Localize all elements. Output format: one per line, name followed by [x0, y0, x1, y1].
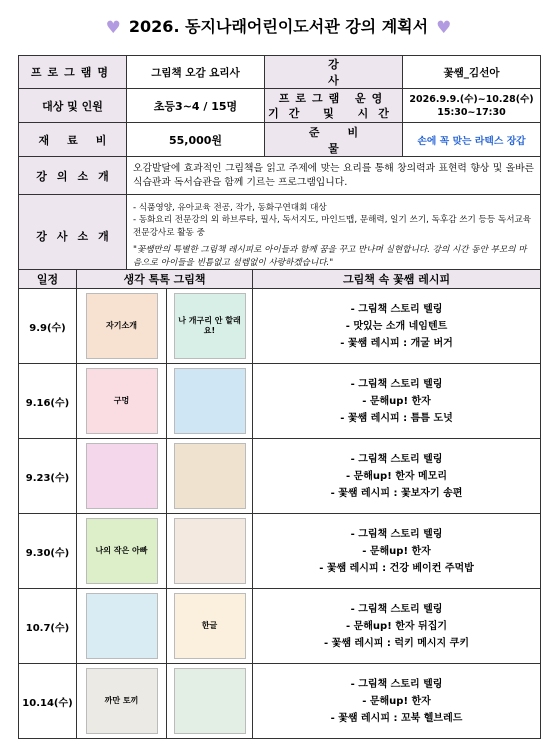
book-cover-image: 나의 작은 아빠 — [86, 518, 158, 584]
recipe-line: - 그림책 스토리 텔링 — [350, 528, 443, 540]
instructor-value: 꽃쌤_김선아 — [403, 56, 541, 89]
bio-label: 강사소개 — [19, 195, 127, 277]
book-cover-cell — [167, 514, 253, 589]
recipe-line: - 꽃쌤 레시피 : 럭키 메시지 쿠키 — [324, 637, 469, 649]
book-cover-image — [174, 443, 246, 509]
table-row — [19, 289, 541, 364]
header-books: 생각 톡톡 그림책 — [77, 270, 253, 289]
book-cover-image — [174, 368, 246, 434]
book-cover-image: 자기소개 — [86, 293, 158, 359]
table-row — [19, 664, 541, 739]
target-value: 초등3~4 / 15명 — [127, 89, 265, 123]
period-label: 프로그램 운영 기간 및 시간 — [265, 89, 403, 123]
header-date: 일정 — [19, 270, 77, 289]
recipe-line: - 문해up! 한자 — [362, 695, 431, 707]
book-cover-cell — [167, 589, 253, 664]
recipe-cell — [253, 439, 541, 514]
recipe-line: - 그림책 스토리 텔링 — [350, 453, 443, 465]
recipe-cell — [253, 514, 541, 589]
document-title: ♥ 2026. 동지나래어린이도서관 강의 계획서 ♥ — [105, 17, 452, 38]
instructor-label: 강사 — [265, 56, 403, 89]
fee-value: 55,000원 — [127, 123, 265, 157]
book-cover-cell — [77, 514, 167, 589]
recipe-line: - 문해up! 한자 뒤집기 — [345, 620, 448, 632]
book-cover-cell — [77, 664, 167, 739]
book-cover-cell — [167, 364, 253, 439]
table-row — [19, 439, 541, 514]
table-row — [19, 514, 541, 589]
recipe-line: - 그림책 스토리 텔링 — [350, 603, 443, 615]
book-cover-image: 나 개구리 안 할래요! — [174, 293, 246, 359]
info-table — [18, 55, 541, 277]
book-cover-image — [174, 518, 246, 584]
bio-text: - 식품영양, 유아교육 전공, 작가, 동화구연대회 대상 - 동화요리 전문강의 외 하브루타, 필사, 독서지도, 마인드맵, 문해력, 일기 쓰기, 독후감 쓰기 등등 독서교육 전문강사로 활동 중 "꽃쌤만의 특별한 그림책 레시피로 아이들과 함께 꿈을 꾸고 만나며 실현합니다. 강의 시간 동안 부모의 마음으로 아이들을 빈틈없고 설렘없이 사랑하겠습니다." — [127, 195, 541, 277]
session-date: 9.23(수) — [19, 439, 77, 514]
fee-label: 재료비 — [19, 123, 127, 157]
session-date: 9.30(수) — [19, 514, 77, 589]
heart-icon: ♥ — [436, 18, 452, 38]
session-date: 10.7(수) — [19, 589, 77, 664]
recipe-line: - 그림책 스토리 텔링 — [350, 678, 443, 690]
prep-value: 손에 꼭 맞는 라텍스 장갑 — [403, 123, 541, 157]
book-cover-cell — [77, 589, 167, 664]
schedule-table — [18, 269, 541, 739]
prep-label: 준비물 — [265, 123, 403, 157]
recipe-line: - 그림책 스토리 텔링 — [350, 303, 443, 315]
book-cover-image — [174, 668, 246, 734]
book-cover-cell — [167, 289, 253, 364]
program-value: 그림책 오감 요리사 — [127, 56, 265, 89]
book-cover-image — [86, 593, 158, 659]
recipe-line: - 문해up! 한자 메모리 — [345, 470, 448, 482]
session-date: 9.9(수) — [19, 289, 77, 364]
recipe-line: - 맛있는 소개 네임텐트 — [345, 320, 448, 332]
book-cover-cell — [167, 439, 253, 514]
book-cover-image: 까만 토끼 — [86, 668, 158, 734]
bio-quote: "꽃쌤만의 특별한 그림책 레시피로 아이들과 함께 꿈을 꾸고 만나며 실현합니다. 강의 시간 동안 부모의 마음으로 아이들을 빈틈없고 설렘없이 사랑하겠습니다." — [133, 245, 527, 268]
intro-label: 강의소개 — [19, 157, 127, 195]
recipe-line: - 꽃쌤 레시피 : 건강 베이컨 주먹밥 — [319, 562, 474, 574]
book-cover-image — [86, 443, 158, 509]
book-cover-image: 한글 — [174, 593, 246, 659]
recipe-line: - 그림책 스토리 텔링 — [350, 378, 443, 390]
recipe-line: - 꽃쌤 레시피 : 틈틈 도넛 — [340, 412, 453, 424]
session-date: 9.16(수) — [19, 364, 77, 439]
recipe-line: - 꽃쌤 레시피 : 개굴 버거 — [340, 337, 453, 349]
book-cover-image: 구멍 — [86, 368, 158, 434]
recipe-cell — [253, 664, 541, 739]
header-recipe: 그림책 속 꽃쌤 레시피 — [253, 270, 541, 289]
recipe-cell — [253, 364, 541, 439]
intro-text: 오감발달에 효과적인 그림책을 읽고 주제에 맞는 요리를 통해 창의력과 표현력 향상 및 올바른 식습관과 독서습관을 함께 기르는 프로그램입니다. — [127, 157, 541, 195]
target-label: 대상 및 인원 — [19, 89, 127, 123]
table-row — [19, 589, 541, 664]
program-label: 프로그램명 — [19, 56, 127, 89]
book-cover-cell — [77, 439, 167, 514]
period-value: 2026.9.9.(수)~10.28(수) 15:30~17:30 — [403, 89, 541, 123]
recipe-cell — [253, 289, 541, 364]
book-cover-cell — [167, 664, 253, 739]
recipe-line: - 꽃쌤 레시피 : 꼬북 헬브레드 — [330, 712, 463, 724]
recipe-line: - 문해up! 한자 — [362, 395, 431, 407]
recipe-line: - 꽃쌤 레시피 : 꽃보자기 송편 — [330, 487, 463, 499]
heart-icon: ♥ — [105, 18, 121, 38]
recipe-line: - 문해up! 한자 — [362, 545, 431, 557]
recipe-cell — [253, 589, 541, 664]
table-row — [19, 364, 541, 439]
book-cover-cell — [77, 289, 167, 364]
session-date: 10.14(수) — [19, 664, 77, 739]
book-cover-cell — [77, 364, 167, 439]
